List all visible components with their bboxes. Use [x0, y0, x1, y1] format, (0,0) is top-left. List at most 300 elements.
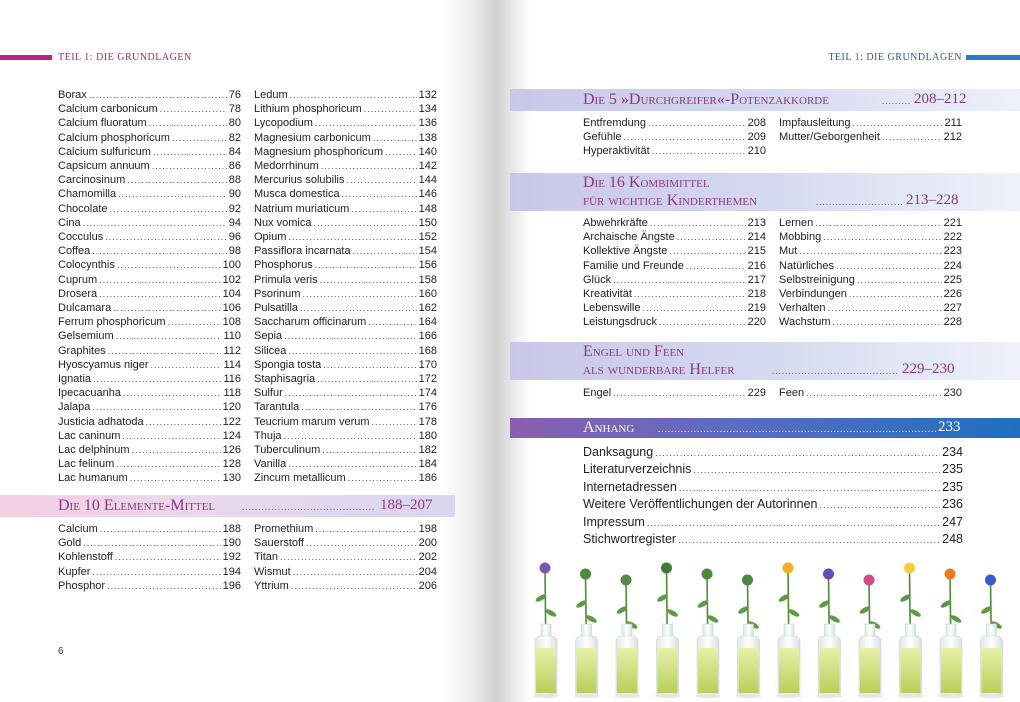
entry-page: 122	[222, 415, 241, 428]
leader-dots	[353, 244, 417, 258]
entry-page: 148	[418, 202, 437, 215]
leader-dots	[92, 400, 220, 414]
entry-name: Mobbing	[779, 231, 822, 244]
entry-page: 248	[942, 532, 963, 547]
toc-entry	[583, 273, 766, 287]
toc-entry	[583, 116, 766, 130]
leader-dots	[105, 230, 227, 244]
entry-page: 144	[418, 174, 437, 187]
entry-page: 186	[418, 472, 437, 485]
leader-dots	[168, 315, 221, 329]
leader-dots	[320, 273, 417, 287]
leader-dots	[115, 550, 221, 564]
entry-name: Sulfur	[254, 387, 283, 400]
entry-page: 225	[943, 273, 962, 286]
toc-entry	[58, 244, 241, 258]
entry-page: 212	[943, 131, 962, 144]
entry-name: Verhalten	[779, 302, 826, 315]
entry-name: Yttrium	[254, 579, 289, 592]
entry-page: 190	[222, 537, 241, 550]
entry-name: Weitere Veröffentlichungen der Autorinnen	[583, 497, 818, 512]
entry-page: 188	[222, 523, 241, 535]
toc-entry	[583, 496, 963, 513]
leader-dots	[315, 258, 417, 272]
leader-dots	[385, 145, 417, 159]
entry-page: 202	[418, 551, 437, 564]
toc-entry	[583, 479, 963, 496]
leader-dots	[116, 457, 220, 471]
toc-entry	[583, 444, 963, 461]
leader-dots	[150, 358, 221, 372]
entry-name: Sepia	[254, 330, 283, 343]
entry-page: 140	[418, 145, 437, 158]
toc-entry	[254, 258, 437, 272]
toc-entry	[254, 202, 437, 216]
entry-page: 166	[418, 330, 437, 343]
leader-dots	[650, 216, 746, 230]
entry-name: Danksagung	[583, 445, 654, 459]
leader-dots	[827, 301, 941, 315]
entry-page: 247	[942, 514, 963, 529]
leader-dots	[117, 258, 221, 272]
entry-name: Colocynthis	[58, 259, 115, 272]
leader-dots	[123, 386, 221, 400]
entry-name: Lernen	[779, 217, 814, 229]
entry-page: 192	[222, 551, 241, 564]
entry-name: Promethium	[254, 523, 314, 535]
leader-dots	[301, 400, 416, 414]
entry-name: Zincum metallicum	[254, 472, 346, 485]
leader-dots	[686, 259, 746, 273]
entry-name: Magnesium phosphoricum	[254, 145, 384, 158]
leader-dots	[93, 372, 221, 386]
entry-name: Magnesium carbonicum	[254, 131, 371, 144]
entry-name: Primula veris	[254, 273, 318, 286]
entry-page: 104	[222, 287, 241, 300]
toc-entry	[779, 230, 962, 244]
toc-entry	[254, 536, 437, 550]
entry-name: Natürliches	[779, 259, 835, 272]
entry-name: Cuprum	[58, 273, 98, 286]
entry-name: Glück	[583, 273, 612, 286]
leader-dots	[306, 536, 417, 550]
entry-page: 224	[943, 259, 962, 272]
section-title-engel-line2: als wunderbare Helfer	[583, 361, 735, 378]
leader-dots	[99, 287, 221, 301]
toc-entry	[254, 415, 437, 429]
toc-entry	[779, 244, 962, 258]
toc-entry	[58, 315, 241, 329]
leader-dots	[693, 462, 940, 478]
leader-dots	[772, 366, 898, 376]
remedy-list-col2	[254, 88, 437, 486]
toc-entry	[58, 287, 241, 301]
toc-entry	[254, 429, 437, 443]
entry-page: 160	[418, 287, 437, 300]
leader-dots	[368, 315, 416, 329]
leader-dots	[280, 550, 417, 564]
entry-page: 88	[228, 174, 241, 187]
leader-dots	[288, 230, 416, 244]
leader-dots	[116, 329, 222, 343]
toc-entry	[254, 522, 437, 536]
toc-entry	[779, 301, 962, 315]
entry-page: 229	[747, 387, 766, 399]
entry-page: 234	[942, 445, 963, 459]
entry-page: 164	[418, 316, 437, 329]
toc-entry	[583, 244, 766, 258]
toc-entry	[254, 565, 437, 579]
leader-dots	[83, 536, 220, 550]
flower-bottles-photo	[520, 548, 1020, 702]
entry-name: Silicea	[254, 344, 287, 357]
entry-name: Wismut	[254, 565, 291, 578]
entry-name: Selbstreinigung	[779, 273, 855, 286]
toc-entry	[583, 531, 963, 548]
leader-dots	[613, 386, 746, 400]
toc-entry	[58, 116, 241, 130]
entry-page: 158	[418, 273, 437, 286]
toc-entry	[254, 301, 437, 315]
entry-name: Mut	[779, 245, 798, 258]
entry-page: 94	[228, 216, 241, 229]
toc-entry	[58, 372, 241, 386]
leader-dots	[346, 173, 416, 187]
toc-entry	[583, 315, 766, 329]
entry-page: 174	[418, 387, 437, 400]
leader-dots	[153, 145, 227, 159]
entry-page: 200	[418, 537, 437, 550]
entry-page: 136	[418, 117, 437, 130]
entry-name: Calcium phosphoricum	[58, 131, 170, 144]
leader-dots	[127, 173, 227, 187]
entry-name: Mercurius solubilis	[254, 174, 345, 187]
entry-page: 86	[228, 160, 241, 173]
leader-dots	[647, 515, 940, 531]
entry-page: 126	[222, 444, 241, 457]
entry-page: 176	[418, 401, 437, 414]
entry-page: 138	[418, 131, 437, 144]
entry-name: Engel	[583, 387, 612, 399]
leader-dots	[146, 415, 221, 429]
entry-name: Hyoscyamus niger	[58, 358, 149, 371]
entry-page: 92	[228, 202, 241, 215]
leader-dots	[122, 429, 220, 443]
leader-dots	[293, 565, 417, 579]
toc-entry	[779, 130, 962, 144]
entry-name: Jalapa	[58, 401, 91, 414]
toc-entry	[779, 116, 962, 130]
entry-page: 152	[418, 231, 437, 244]
leader-dots	[313, 216, 416, 230]
entry-page: 170	[418, 358, 437, 371]
entry-name: Kupfer	[58, 565, 91, 578]
remedy-list-col1	[58, 88, 241, 486]
entry-page: 102	[222, 273, 241, 286]
entry-page: 98	[228, 245, 241, 258]
entry-page: 210	[747, 145, 766, 158]
entry-name: Chocolate	[58, 202, 108, 215]
toc-entry	[583, 386, 766, 400]
entry-page: 182	[418, 444, 437, 457]
entry-name: Calcium	[58, 523, 98, 535]
entry-page: 112	[223, 344, 241, 357]
entry-name: Phosphorus	[254, 259, 313, 272]
entry-name: Staphisagria	[254, 373, 316, 386]
toc-entry	[254, 550, 437, 564]
leader-dots	[291, 579, 417, 593]
toc-entry	[254, 372, 437, 386]
leader-dots	[152, 159, 227, 173]
entry-page: 180	[418, 429, 437, 442]
leader-dots	[317, 372, 416, 386]
leader-dots	[652, 144, 746, 158]
leader-dots	[322, 443, 416, 457]
leader-dots	[853, 116, 943, 130]
entry-page: 194	[222, 565, 241, 578]
toc-entry	[254, 230, 437, 244]
toc-entry	[254, 102, 437, 116]
entry-name: Lycopodium	[254, 117, 313, 130]
section-title-engel-line1: Engel und Feen	[583, 343, 685, 360]
entry-page: 120	[222, 401, 241, 414]
leader-dots	[806, 386, 942, 400]
toc-entry	[779, 386, 962, 400]
entry-page: 228	[943, 316, 962, 329]
entry-page: 220	[747, 316, 766, 329]
section-pages-engel: 229–230	[902, 361, 955, 377]
leader-dots	[648, 116, 746, 130]
engel-list-col2	[779, 386, 962, 400]
entry-page: 235	[942, 462, 963, 477]
entry-name: Leistungsdruck	[583, 316, 657, 329]
section-band-engel	[510, 342, 1020, 380]
entry-name: Borax	[58, 89, 87, 101]
entry-name: Kreativität	[583, 288, 632, 301]
leader-dots	[624, 130, 746, 144]
section-title-elemente: Die 10 Elemente-Mittel	[58, 497, 216, 514]
entry-page: 90	[228, 188, 241, 201]
entry-name: Spongia tosta	[254, 358, 322, 371]
entry-name: Stichwortregister	[583, 532, 677, 547]
toc-entry	[583, 216, 766, 230]
toc-entry	[58, 102, 241, 116]
toc-entry	[58, 145, 241, 159]
section-title-kombimittel-line1: Die 16 Kombimittel	[583, 174, 710, 191]
entry-page: 204	[418, 565, 437, 578]
section-pages-kombimittel: 213–228	[906, 192, 959, 208]
durchgreifer-list-col2	[779, 116, 962, 144]
entry-page: 198	[418, 523, 437, 535]
kombimittel-list-col2	[779, 216, 962, 330]
entry-name: Lac caninum	[58, 429, 121, 442]
toc-entry	[58, 457, 241, 471]
entry-name: Wachstum	[779, 316, 831, 329]
page-number: 6	[58, 646, 64, 657]
toc-entry	[583, 130, 766, 144]
entry-page: 124	[222, 429, 241, 442]
entry-name: Phosphor	[58, 579, 106, 592]
leader-dots	[882, 96, 910, 106]
section-title-anhang: Anhang	[583, 419, 635, 436]
leader-dots	[285, 386, 417, 400]
leader-dots	[108, 344, 222, 358]
leader-dots	[300, 301, 417, 315]
entry-page: 218	[747, 288, 766, 301]
toc-entry	[779, 287, 962, 301]
entry-name: Carcinosinum	[58, 174, 126, 187]
leader-dots	[118, 187, 227, 201]
toc-entry	[254, 244, 437, 258]
toc-entry	[58, 536, 241, 550]
leader-dots	[284, 329, 417, 343]
entry-name: Impressum	[583, 514, 645, 529]
leader-dots	[288, 457, 416, 471]
entry-name: Natrium muriaticum	[254, 202, 350, 215]
entry-page: 230	[943, 387, 962, 399]
leader-dots	[658, 424, 938, 434]
entry-name: Capsicum annuum	[58, 160, 150, 173]
leader-dots	[242, 502, 374, 512]
leader-dots	[110, 202, 227, 216]
leader-dots	[92, 565, 220, 579]
entry-name: Nux vomica	[254, 216, 312, 229]
entry-name: Lebenswille	[583, 302, 641, 315]
entry-page: 206	[418, 579, 437, 592]
leader-dots	[372, 415, 417, 429]
toc-entry	[779, 273, 962, 287]
leader-dots	[364, 102, 417, 116]
entry-page: 100	[222, 259, 241, 272]
section-pages-elemente: 188–207	[380, 497, 433, 513]
leader-dots	[302, 287, 416, 301]
entry-name: Vanilla	[254, 458, 287, 471]
toc-entry	[58, 386, 241, 400]
toc-entry	[583, 230, 766, 244]
toc-entry	[254, 358, 437, 372]
entry-name: Saccharum officinarum	[254, 316, 367, 329]
toc-entry	[58, 358, 241, 372]
entry-page: 154	[418, 245, 437, 258]
toc-entry	[254, 400, 437, 414]
entry-page: 208	[747, 117, 766, 129]
entry-page: 222	[943, 231, 962, 244]
entry-page: 215	[747, 245, 766, 258]
toc-entry	[583, 301, 766, 315]
toc-entry	[58, 415, 241, 429]
entry-name: Cocculus	[58, 231, 104, 244]
entry-page: 214	[747, 231, 766, 244]
leader-dots	[677, 230, 746, 244]
entry-name: Calcium carbonicum	[58, 103, 158, 116]
leader-dots	[669, 244, 745, 258]
leader-dots	[642, 301, 745, 315]
toc-entry	[254, 344, 437, 358]
elemente-list-col1	[58, 522, 241, 593]
entry-name: Chamomilla	[58, 188, 117, 201]
leader-dots	[833, 315, 942, 329]
entry-page: 150	[418, 216, 437, 229]
elemente-list-col2	[254, 522, 437, 593]
entry-name: Gelsemium	[58, 330, 114, 343]
entry-page: 156	[418, 259, 437, 272]
entry-page: 142	[418, 160, 437, 173]
entry-name: Ipecacuanha	[58, 387, 121, 400]
entry-name: Psorinum	[254, 287, 301, 300]
entry-page: 196	[222, 579, 241, 592]
entry-page: 146	[418, 188, 437, 201]
leader-dots	[655, 445, 940, 461]
section-title-kombimittel-line2: für wichtige Kinderthemen	[583, 192, 758, 209]
entry-name: Cina	[58, 216, 81, 229]
durchgreifer-list-col1	[583, 116, 766, 159]
entry-page: 118	[223, 387, 241, 400]
leader-dots	[160, 102, 227, 116]
leader-dots	[288, 344, 416, 358]
toc-entry	[583, 514, 963, 531]
leader-dots	[348, 471, 417, 485]
toc-entry	[254, 187, 437, 201]
entry-name: Coffea	[58, 245, 91, 258]
entry-page: 80	[228, 117, 241, 130]
entry-page: 211	[944, 117, 962, 129]
entry-page: 178	[418, 415, 437, 428]
leader-dots	[819, 497, 940, 513]
entry-name: Lac delphinum	[58, 444, 130, 457]
entry-name: Kollektive Ängste	[583, 245, 668, 258]
entry-name: Teucrium marum verum	[254, 415, 370, 428]
entry-page: 236	[942, 497, 963, 512]
leader-dots	[172, 131, 227, 145]
entry-page: 219	[747, 302, 766, 315]
section-band-kombimittel	[510, 173, 1020, 211]
entry-name: Calcium fluoratum	[58, 117, 147, 130]
leader-dots	[315, 116, 417, 130]
entry-name: Lac felinum	[58, 458, 115, 471]
leader-dots	[315, 522, 416, 536]
toc-entry	[254, 216, 437, 230]
entry-page: 82	[228, 131, 241, 144]
toc-entry	[254, 145, 437, 159]
toc-entry	[254, 273, 437, 287]
toc-entry	[58, 159, 241, 173]
leader-dots	[290, 88, 417, 102]
leader-dots	[857, 273, 942, 287]
entry-name: Kohlenstoff	[58, 551, 113, 564]
kombimittel-list-col1	[583, 216, 766, 330]
entry-name: Opium	[254, 231, 287, 244]
toc-entry	[254, 287, 437, 301]
leader-dots	[815, 216, 941, 230]
entry-page: 116	[223, 373, 241, 386]
entry-page: 227	[943, 302, 962, 315]
leader-dots	[679, 480, 940, 496]
leader-dots	[373, 131, 417, 145]
toc-entry	[58, 471, 241, 485]
toc-entry	[583, 259, 766, 273]
entry-name: Titan	[254, 551, 279, 564]
section-pages-durchgreifer: 208–212	[914, 91, 967, 107]
leader-dots	[816, 197, 902, 207]
leader-dots	[321, 159, 417, 173]
leader-dots	[83, 216, 227, 230]
entry-name: Mutter/Geborgenheit	[779, 131, 880, 144]
entry-name: Musca domestica	[254, 188, 340, 201]
entry-name: Familie und Freunde	[583, 259, 684, 272]
entry-page: 84	[228, 145, 241, 158]
entry-name: Abwehrkräfte	[583, 217, 648, 229]
toc-entry	[254, 329, 437, 343]
